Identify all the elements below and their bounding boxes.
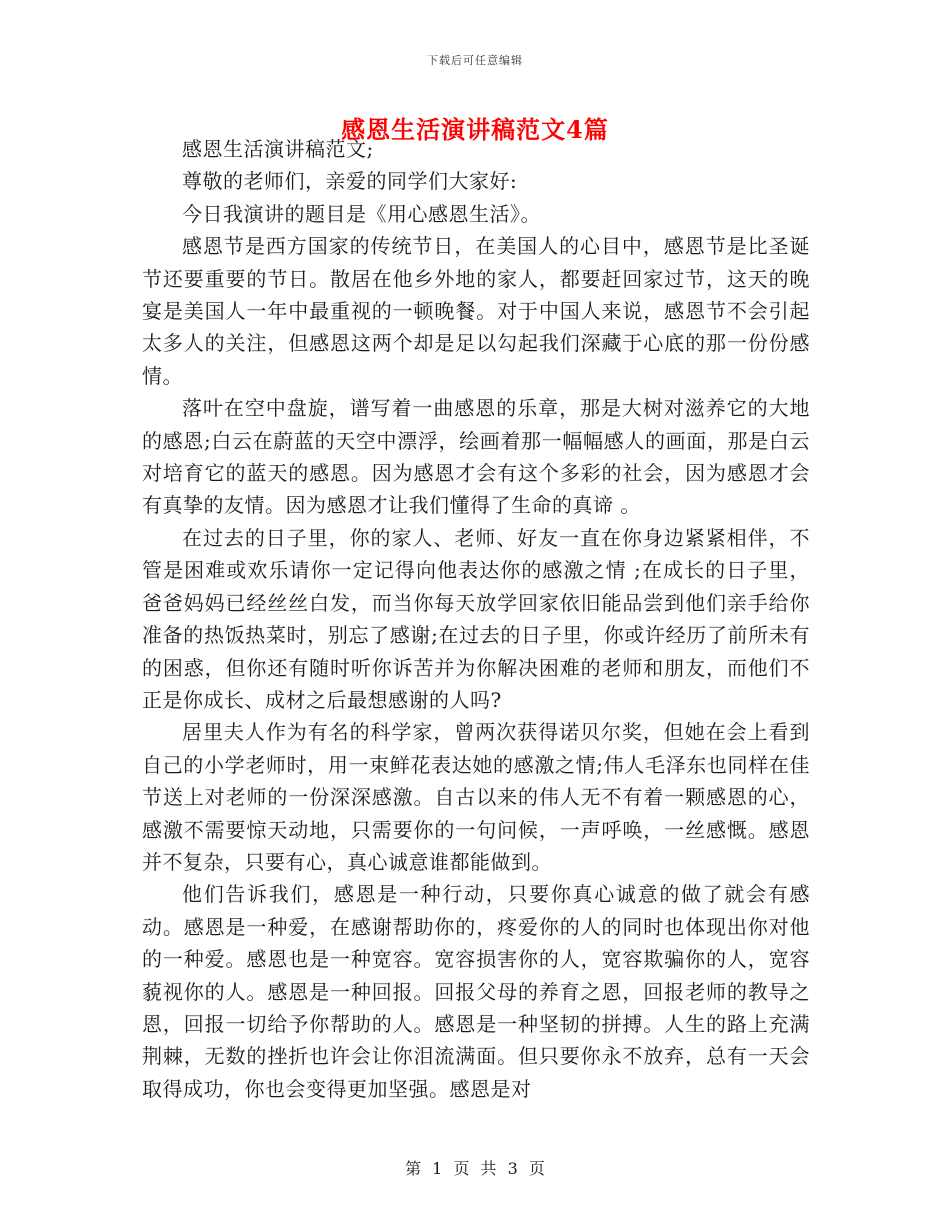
paragraph-subtitle: 感恩生活演讲稿范文;: [182, 137, 374, 161]
paragraph-greeting: 尊敬的老师们，亲爱的同学们大家好:: [182, 169, 518, 194]
paragraph-great-people: 居里夫人作为有名的科学家，曾两次获得诺贝尔奖，但她在会上看到自己的小学老师时，用一束鲜花表达她的感激之情;伟人毛泽东也同样在佳节送上对老师的一份深深感激。自古以来的伟人无不有着一颗感恩的心，感激不需要惊天动地，只需要你的一句问候，一声呼唤，一丝感慨。感恩并不复杂，只要有心，真心诚意谁都能做到。: [142, 720, 810, 874]
paragraph-topic: 今日我演讲的题目是《用心感恩生活》。: [182, 201, 541, 226]
page-number: 第 1 页 共 3 页: [405, 1159, 545, 1178]
paragraph-gratitude-definitions: 他们告诉我们，感恩是一种行动，只要你真心诚意的做了就会有感动。感恩是一种爱，在感谢帮助你的，疼爱你的人的同时也体现出你对他的一种爱。感恩也是一种宽容。宽容损害你的人，宽容欺骗你的人，宽容藐视你的人。感恩是一种回报。回报父母的养育之恩，回报老师的教导之恩，回报一切给予你帮助的人。感恩是一种坚韧的拼搏。人生的路上充满荆棘，无数的挫折也许会让你泪流满面。但只要你永不放弃，总有一天会取得成功，你也会变得更加坚强。感恩是对: [142, 882, 810, 1101]
page-header-note: 下载后可任意编辑: [427, 54, 523, 67]
paragraph-thanksgiving: 感恩节是西方国家的传统节日，在美国人的心目中，感恩节是比圣诞节还要重要的节日。散居在他乡外地的家人，都要赶回家过节，这天的晚宴是美国人一年中最重视的一顿晚餐。对于中国人来说，感恩节不会引起太多人的关注，但感恩这两个却是足以勾起我们深藏于心底的那一份份感情。: [142, 234, 810, 388]
document-title: 感恩生活演讲稿范文4篇: [341, 115, 609, 144]
document-body: [142, 133, 810, 1105]
paragraph-family-teachers: 在过去的日子里，你的家人、老师、好友一直在你身边紧紧相伴，不管是困难或欢乐请你一定记得向他表达你的感激之情 ;在成长的日子里，爸爸妈妈已经丝丝白发，而当你每天放学回家依旧能品尝到他们亲手给你准备的热饭热菜时，别忘了感谢;在过去的日子里，你或许经历了前所未有的困惑，但你还有随时听你诉苦并为你解决困难的老师和朋友，而他们不正是你成长、成材之后最想感谢的人吗?: [142, 525, 810, 712]
paragraph-nature-gratitude: 落叶在空中盘旋，谱写着一曲感恩的乐章，那是大树对滋养它的大地的感恩;白云在蔚蓝的天空中漂浮，绘画着那一幅幅感人的画面，那是白云对培育它的蓝天的感恩。因为感恩才会有这个多彩的社会，因为感恩才会有真挚的友情。因为感恩才让我们懂得了生命的真谛 。: [142, 396, 810, 518]
